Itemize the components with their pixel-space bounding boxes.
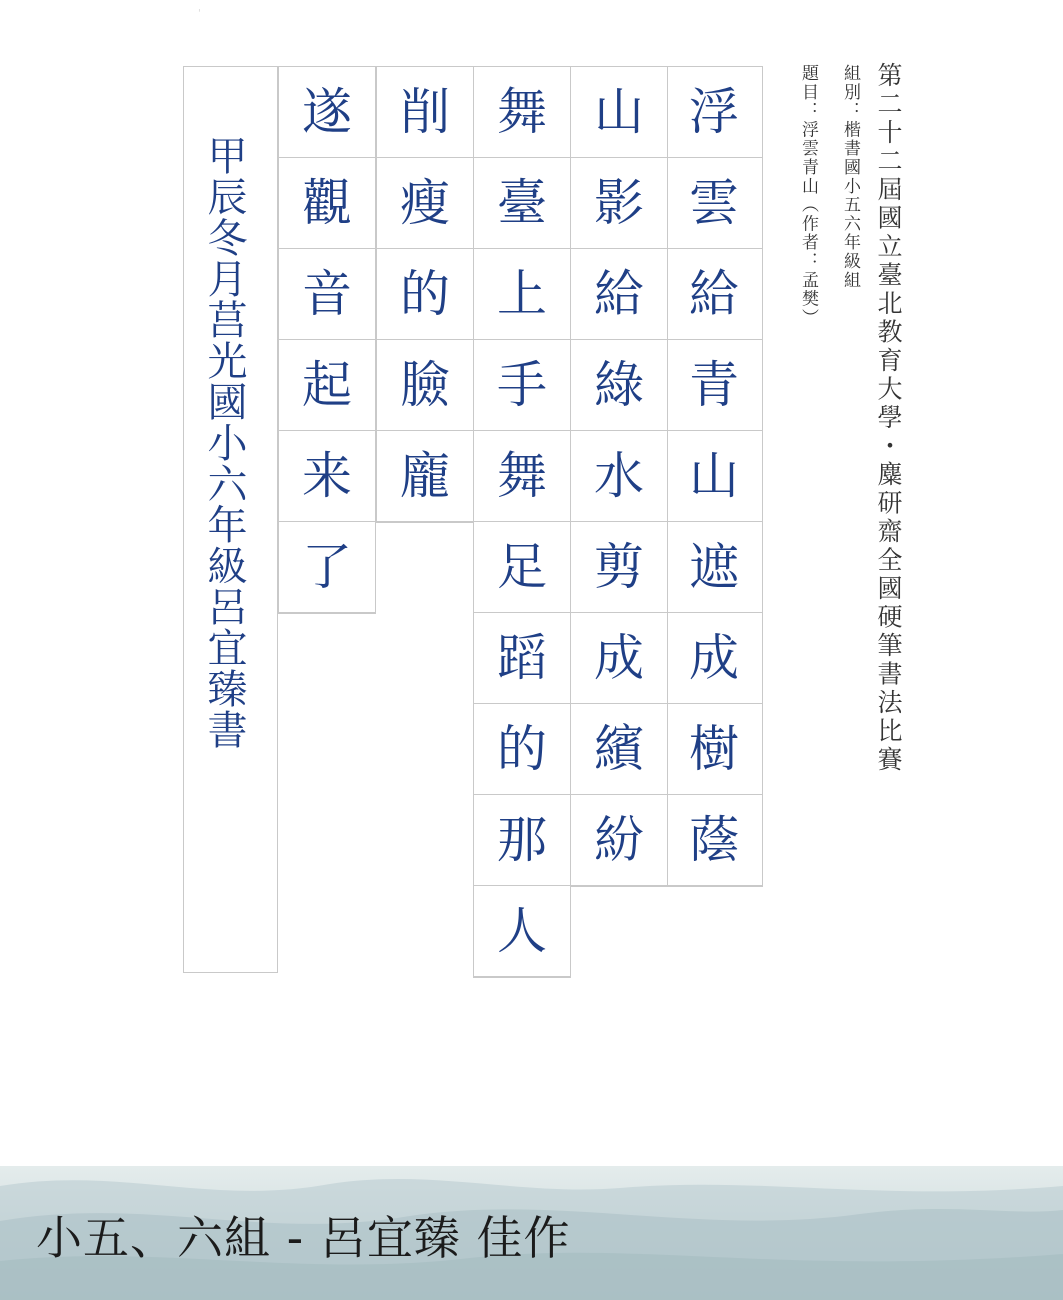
grid-character: 剪 (571, 522, 667, 613)
grid-character: 成 (571, 613, 667, 704)
grid-character: 足 (474, 522, 570, 613)
grid-character: 山 (571, 67, 667, 158)
grid-column-4 (376, 66, 474, 523)
grid-character: 紛 (571, 795, 667, 886)
grid-character: 遮 (666, 522, 762, 613)
grid-character: 浮 (666, 67, 762, 158)
grid-character: 了 (279, 522, 375, 613)
grid-character: 上 (474, 249, 570, 340)
group-label: 組別：楷書國小五六年級組 (840, 64, 860, 290)
page-mark: ' (198, 8, 201, 19)
grid-character: 音 (279, 249, 375, 340)
grid-character: 的 (377, 249, 473, 340)
grid-character: 瘦 (377, 158, 473, 249)
grid-character: 成 (666, 613, 762, 704)
grid-column-5 (278, 66, 376, 614)
grid-character: 那 (474, 795, 570, 886)
grid-character: 臉 (377, 340, 473, 431)
footer-title: 小五、六組 - 呂宜臻 佳作 (36, 1211, 571, 1265)
grid-character: 山 (666, 431, 762, 522)
grid-character: 觀 (279, 158, 375, 249)
signature-box (183, 66, 278, 973)
grid-character: 給 (666, 249, 762, 340)
signature-text: 甲辰冬月莒光國小六年級呂宜臻書 (201, 135, 247, 750)
grid-character: 削 (377, 67, 473, 158)
grid-character: 青 (666, 340, 762, 431)
grid-character: 龐 (377, 431, 473, 522)
grid-character: 綠 (571, 340, 667, 431)
grid-character: 舞 (474, 431, 570, 522)
grid-column-1 (665, 66, 763, 887)
grid-character: 影 (571, 158, 667, 249)
grid-character: 水 (571, 431, 667, 522)
grid-character: 遂 (279, 67, 375, 158)
grid-column-3 (473, 66, 571, 978)
topic-label: 題目：浮雲青山（作者：孟樊） (798, 64, 818, 328)
grid-character: 的 (474, 704, 570, 795)
grid-character: 給 (571, 249, 667, 340)
grid-character: 樹 (666, 704, 762, 795)
grid-character: 起 (279, 340, 375, 431)
grid-column-2 (570, 66, 668, 887)
grid-character: 人 (474, 886, 570, 977)
grid-character: 蹈 (474, 613, 570, 704)
grid-character: 臺 (474, 158, 570, 249)
grid-character: 手 (474, 340, 570, 431)
grid-character: 舞 (474, 67, 570, 158)
grid-character: 繽 (571, 704, 667, 795)
competition-title: 第二十二屆國立臺北教育大學・麋研齋全國硬筆書法比賽 (874, 62, 903, 775)
grid-character: 雲 (666, 158, 762, 249)
grid-character: 来 (279, 431, 375, 522)
grid-character: 蔭 (666, 795, 762, 886)
